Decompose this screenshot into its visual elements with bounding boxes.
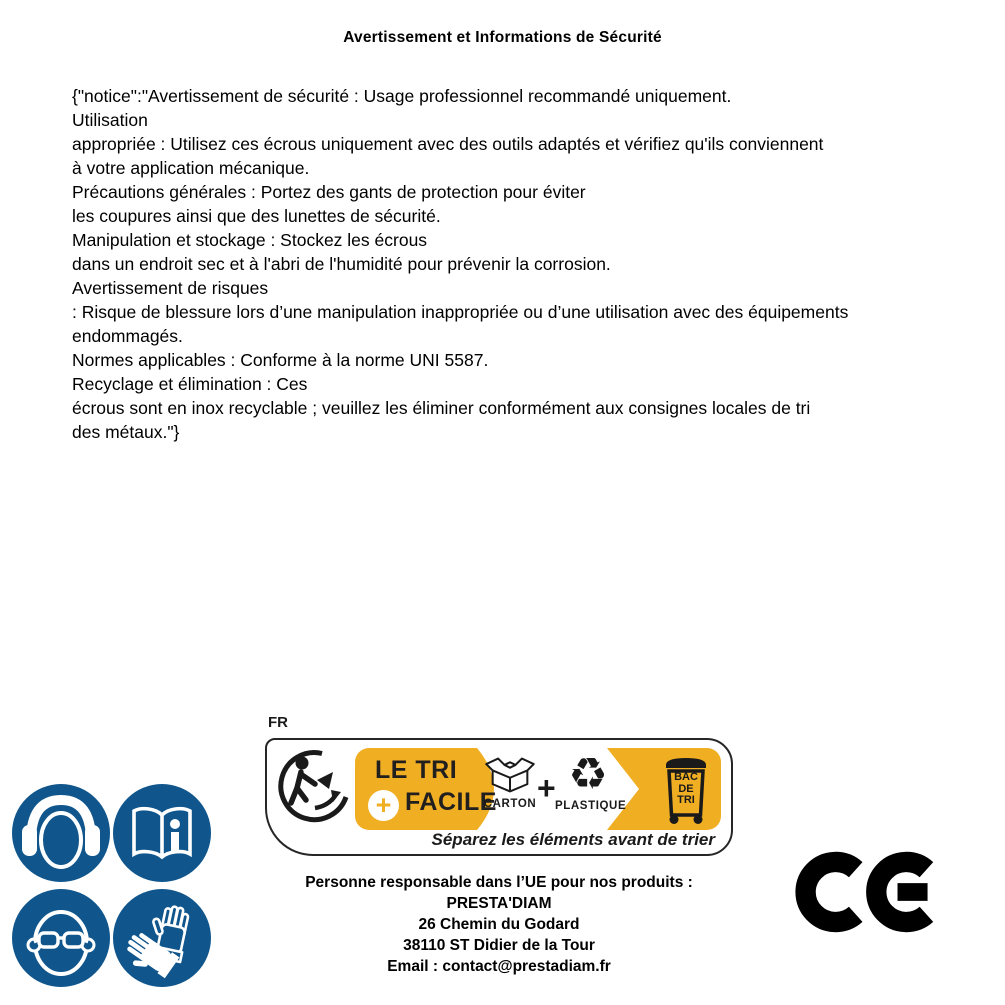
- notice-line: Manipulation et stockage : Stockez les écrous: [72, 230, 428, 250]
- plastique-label: PLASTIQUE: [555, 800, 627, 812]
- carton-box-icon: [483, 754, 537, 796]
- notice-line: Normes applicables : Conforme à la norme UNI 5587.: [72, 350, 489, 370]
- eu-responsible-block: [265, 872, 733, 977]
- triman-icon: [275, 746, 355, 826]
- notice-line: appropriée : Utilisez ces écrous uniquement avec des outils adaptés et vérifiez qu'ils conviennent: [72, 134, 824, 154]
- recycling-symbol-icon: ♻: [568, 750, 608, 799]
- notice-line: Utilisation: [72, 110, 148, 130]
- country-code-label: FR: [268, 714, 288, 731]
- notice-line: des métaux."}: [72, 422, 180, 442]
- plus-badge: +: [368, 790, 399, 821]
- info-tri-label: [265, 738, 733, 856]
- notice-line: dans un endroit sec et à l'abri de l'humidité pour prévenir la corrosion.: [72, 254, 611, 274]
- responsible-address-2: 38110 ST Didier de la Tour: [403, 937, 595, 954]
- responsible-line: Personne responsable dans l’UE pour nos produits :: [305, 874, 693, 891]
- wear-eye-protection-icon: [11, 888, 112, 993]
- bin-line: DE: [678, 782, 694, 795]
- notice-line: à votre application mécanique.: [72, 158, 310, 178]
- read-instruction-manual-icon: [112, 783, 213, 888]
- material-carton: [477, 752, 543, 810]
- notice-line: écrous sont en inox recyclable ; veuillez les éliminer conformément aux consignes locales de tri: [72, 398, 811, 418]
- tagline-bottom: FACILE: [405, 788, 497, 816]
- responsible-email: Email : contact@prestadiam.fr: [387, 958, 611, 975]
- tagline-top: LE TRI: [375, 756, 458, 784]
- notice-line: {"notice":"Avertissement de sécurité : Usage professionnel recommandé uniquement.: [72, 86, 732, 106]
- notice-line: : Risque de blessure lors d’une manipulation inappropriée ou d’une utilisation avec des équipements: [72, 302, 849, 322]
- tri-facile-banner: [355, 748, 721, 830]
- notice-line: Avertissement de risques: [72, 278, 269, 298]
- bin-text: [659, 772, 713, 807]
- mandatory-safety-icons: [11, 783, 213, 993]
- materials-plus-sign: +: [537, 770, 556, 806]
- bin-line: TRI: [677, 794, 695, 806]
- safety-notice-text: [72, 84, 962, 444]
- page-title: Avertissement et Informations de Sécurité: [343, 29, 662, 46]
- sorting-bin: [659, 753, 713, 825]
- responsible-address-1: 26 Chemin du Godard: [418, 916, 580, 933]
- wear-protective-gloves-icon: [112, 888, 213, 993]
- notice-line: endommagés.: [72, 326, 183, 346]
- notice-line: les coupures ainsi que des lunettes de sécurité.: [72, 206, 441, 226]
- material-plastique: [555, 750, 627, 812]
- carton-label: CARTON: [483, 798, 537, 810]
- bin-line: BAC: [674, 771, 698, 783]
- notice-line: Recyclage et élimination : Ces: [72, 374, 308, 394]
- wear-ear-protection-icon: [11, 783, 112, 888]
- responsible-company: PRESTA'DIAM: [446, 895, 552, 912]
- ce-marking-icon: [795, 846, 947, 938]
- sorting-instruction: Séparez les éléments avant de trier: [431, 830, 715, 849]
- notice-line: Précautions générales : Portez des gants de protection pour éviter: [72, 182, 586, 202]
